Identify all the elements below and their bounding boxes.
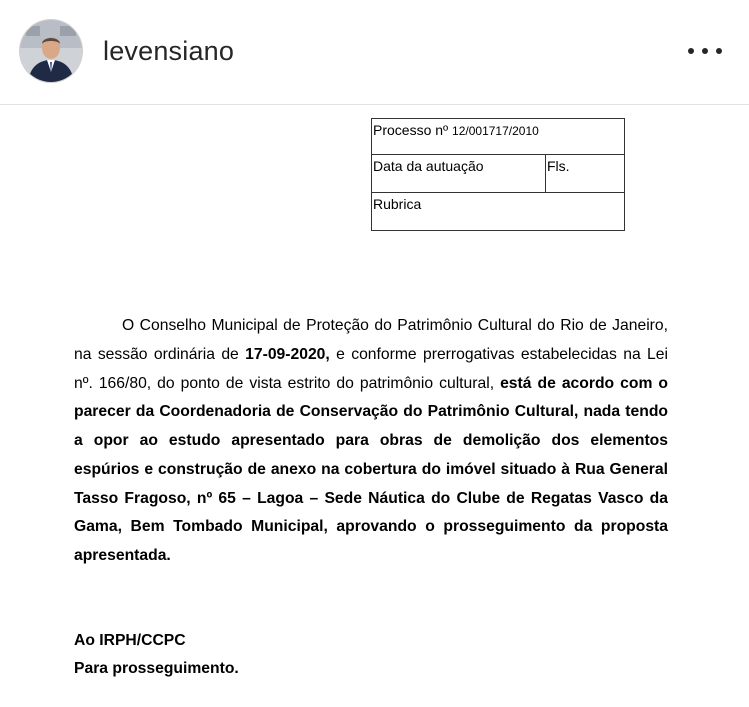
username[interactable]: levensiano (103, 36, 235, 66)
paragraph-bold-text: está de acordo com o parecer da Coordenadoria de Conservação do Patrimônio Cultural, nada tendo a opor ao estudo apresentado para obras de demolição dos elementos espúrios e construção de anexo na cobertura do imóvel situado à Rua General Tasso Fragoso, nº 65 – Lagoa – Sede Náutica do Clube de Regatas Vasco da Gama, Bem Tombado Municipal, aprovando o prosseguimento da proposta apresentada. (74, 374, 668, 564)
profile-photo (20, 20, 82, 82)
stamp-row-processo (372, 119, 624, 155)
session-date: 17-09-2020, (245, 345, 330, 363)
more-dot (716, 48, 722, 54)
closing-line-instruction: Para prosseguimento. (74, 660, 239, 677)
post-header (0, 0, 749, 105)
fls-label: Fls. (547, 158, 570, 174)
data-label: Data da autuação (373, 158, 484, 174)
document-image (0, 106, 749, 707)
more-dot (688, 48, 694, 54)
processo-number: 12/001717/2010 (452, 124, 539, 138)
more-horizontal-icon[interactable] (688, 44, 722, 58)
stamp-row-data (372, 155, 624, 193)
decision-paragraph (74, 312, 668, 571)
closing-line-recipient: Ao IRPH/CCPC (74, 632, 186, 649)
processo-label: Processo nº (373, 122, 449, 138)
paragraph-text-1: O Conselho Municipal de Proteção do Patrimônio Cultural do Rio de Janeiro, na sessão ordinária de (74, 317, 668, 363)
closing-block (74, 627, 239, 683)
stamp-row-rubrica (372, 193, 624, 231)
more-dot (702, 48, 708, 54)
process-stamp (371, 118, 625, 231)
paragraph-text-2: e conforme prerrogativas estabelecidas na Lei nº. 166/80, do ponto de vista estrito do patrimônio cultural, (74, 345, 668, 392)
rubrica-label: Rubrica (373, 196, 422, 212)
fls-cell (545, 155, 570, 193)
avatar[interactable] (20, 20, 82, 82)
